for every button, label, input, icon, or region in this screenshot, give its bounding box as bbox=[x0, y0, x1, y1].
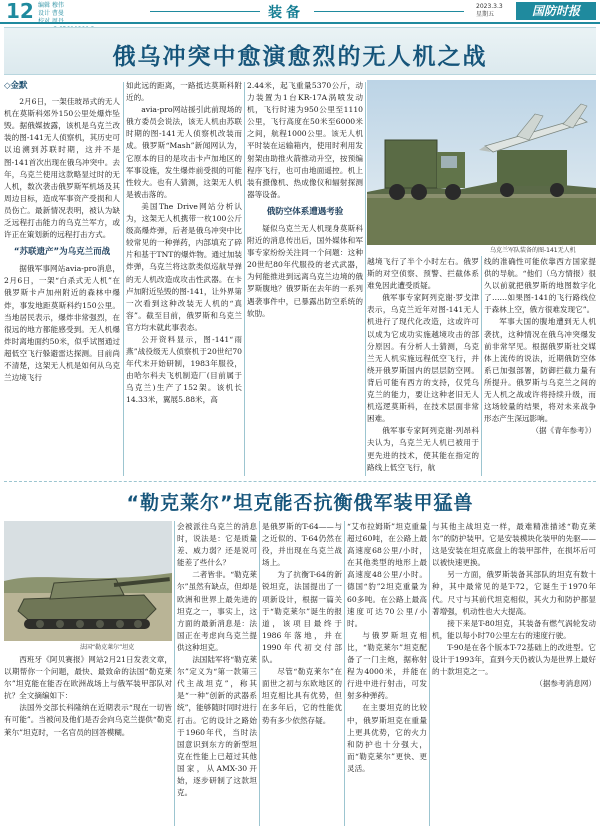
paragraph: avia-pro网站援引此前现场的俄方委员会说法，该无人机由苏联时期的图-141无人侦察机改装而成。俄罗斯“Mash”新闻网认为，它原本的目的是攻击卡卢加地区的军事设施，发生爆炸前受损的可能性较大。也有人猜测，这架无人机是被击落的。 bbox=[126, 105, 242, 199]
paragraph: 俄军事专家阿列克谢·罗戈津表示，乌克兰近年对图-141无人机进行了现代化改造，这或许可以成为它成功实施越境攻击的部分原因。有分析人士猜测，乌克兰无人机实施远程低空飞行，并绕开俄罗斯国内的层层防空网。背后可能有西方的支持，仅凭乌克兰的能力，要让这种老旧无人机巡逻莫斯科，在技术层面非常困难。 bbox=[367, 293, 479, 424]
subheading: “苏联遗产”为乌克兰而战 bbox=[13, 247, 111, 258]
paragraph: 在主要坦克的比较中，俄罗斯坦克在重量上更具优势，它的火力和防护也十分强大，而“勒克莱尔”更快、更灵活。 bbox=[347, 703, 427, 773]
editor-line: 设计 曹曼 bbox=[38, 10, 64, 17]
article1-column-1 bbox=[4, 80, 120, 478]
paragraph: 与其他主战坦克一样，最难精准描述“勒克莱尔”的防护装甲。它是安装模块化装甲的先驱——这是安装在坦克底盘上的装甲部件，在损坏后可以被快速更换。 bbox=[432, 522, 596, 568]
byline: ◇金默 bbox=[4, 81, 28, 91]
subheading: 俄防空体系遭遇考验 bbox=[266, 206, 344, 217]
paragraph: 与俄罗斯坦克相比，“勒克莱尔”坦克配备了一门主炮，据称射程为4000米，并能在行进中进行射击，可发射多种弹药。 bbox=[347, 630, 427, 701]
divider bbox=[314, 11, 464, 12]
paragraph: 法国陆军将“勒克莱尔”定义为“第一款第三代主战坦克”，称其是“一种”创新的武器系统”，能够随时同时进行打击。它的设计之路始于1960年代，当时法国意识到东方的新型坦克在性能上已超过其他国家，从AMX-30开始，逐步研制了这款坦克。 bbox=[177, 655, 257, 798]
photo-caption: 乌克兰军队装备的图-141无人机 bbox=[490, 247, 576, 254]
divider bbox=[150, 11, 260, 12]
column-rule bbox=[259, 521, 260, 826]
column-rule bbox=[481, 256, 482, 476]
column-rule bbox=[344, 521, 345, 826]
paragraph: 2.44米，起飞重量5370公斤，动力装置为1台KR-17A涡喷发动机，飞行时速为950公里至1110公里，飞行高度在50米至6000米之间，航程1000公里。该无人机平时装在运输箱内，使用时利用发射架由助推火箭推动升空，按预编程序飞行，也可由地面遥控。机上装有摄像机、热成像仪和辐射探测器等设备。 bbox=[247, 81, 363, 199]
article1-column-4 bbox=[367, 256, 479, 478]
column-rule bbox=[429, 521, 430, 826]
paragraph: T-90是在各个版本T-72基础上的改进型。它设计于1993年，直到今天仍被认为是世界上最好的十款坦克之一。 bbox=[432, 642, 596, 677]
paragraph: 二者皆非。“勒克莱尔”虽然有缺点，但却是欧洲和世界上最先进的坦克之一，事实上，这方面的最新消息是：法国正在考虑向乌克兰提供这种坦克。 bbox=[177, 570, 257, 652]
editor-line: 编辑 穆伟 bbox=[38, 2, 64, 9]
paragraph: 美国The Drive网站分析认为，这架无人机携带一枚100公斤级高爆炸弹，后者是俄乌冲突中比较常见的一种弹药，内部填充了碎片和基于TNT的爆炸物。通过加装炸弹，乌克兰将这款类似巡航导弹的无人机改造成攻击性武器。在卡卢加附近坠毁的图-141，让外界第一次看到这种改装无人机的“真容”。截至目前，俄罗斯和乌克兰官方均未就此事表态。 bbox=[126, 201, 242, 332]
column-rule bbox=[123, 82, 124, 476]
paragraph: 越境飞行了半个小时左右。俄罗斯的对空侦察、预警、拦截体系难免因此遭受质疑。 bbox=[367, 257, 479, 291]
paragraph: 线的准确性可能依靠西方国家提供的导航。“他们（乌方情报）很久以前就把俄罗斯的地图数字化了……如果图-141的飞行路线位于森林上空，俄方很难发现它”。 bbox=[484, 257, 596, 315]
article1-headline-band bbox=[4, 27, 596, 75]
column-rule bbox=[174, 521, 175, 826]
article2-title: “勒克莱尔”坦克能否抗衡俄军装甲猛兽 bbox=[126, 492, 474, 514]
article2-column-4 bbox=[347, 521, 427, 826]
source-note: （据参考消息网） bbox=[535, 679, 596, 689]
article2-column-2 bbox=[177, 521, 257, 826]
source-note: （据《青年参考》） bbox=[531, 426, 596, 436]
paragraph: 西班牙《阿贝赛报》网站2月21日发表文章，以期帮你一个问题，最快、最致命的法国“勒克莱尔”坦克能在能否在欧洲战场上与俄军装甲部队对抗？全文摘编如下： bbox=[4, 655, 172, 701]
article1-column-2 bbox=[126, 80, 242, 478]
article2-headline-band bbox=[4, 481, 596, 517]
drone-photo bbox=[367, 80, 596, 245]
issue-date bbox=[476, 3, 503, 19]
photo-caption: 法国“勒克莱尔”坦克 bbox=[80, 644, 135, 651]
article1-column-3 bbox=[247, 80, 363, 478]
article2-column-3 bbox=[262, 521, 342, 826]
paragraph: 俄军事专家阿列克谢·列昂科夫认为，乌克兰无人机已被用于更先进的技术，使其能在指定的路线上低空飞行，航 bbox=[367, 426, 479, 472]
paragraph: 据俄军事网站avia-pro消息，2月6日，一架“白杀式无人机”在俄罗斯卡卢加州附近的森林中爆炸，事发地距莫斯科约150公里。当地居民表示，爆炸非常强烈，在很远的地方都能感受到。无人机爆炸时离地面约50米，似乎试图通过超低空飞行躲避雷达探测。目前尚不清楚，这架无人机是如何从乌克兰边境飞行 bbox=[4, 264, 120, 383]
newspaper-logo: 国防时报 bbox=[516, 2, 596, 20]
paragraph: 尽管“勒克莱尔”在面世之初与东欧地区的坦克相比具有优势，但在多年后，它的性能优势有多少依然存疑。 bbox=[262, 667, 342, 725]
paragraph: “艾布拉姆斯”坦克重量超过60吨，在公路上最高速度68公里/小时，在其他类型的地形上最高速度48公里/小时。德国“豹”2坦克重量为60多吨。在公路上最高速度可达70公里/小时。 bbox=[347, 522, 427, 628]
column-rule bbox=[365, 82, 366, 476]
article1-column-5 bbox=[484, 256, 596, 478]
page-header bbox=[0, 0, 600, 24]
article2-column-5 bbox=[432, 521, 596, 826]
paragraph: 接下来是T-80坦克，其装备有燃气涡轮发动机，能以每小时70公里左右的速度行驶。 bbox=[432, 618, 596, 640]
drone-launcher-image bbox=[367, 80, 596, 245]
paragraph: 公开资料显示，图-141“雨燕”战役级无人侦察机于20世纪70年代末开始研制，1983年服役，由哈尔科夫飞机制造厂(目前属于乌克兰)生产了152架。该机长14.33米，翼展5.88米，高 bbox=[126, 334, 242, 405]
column-rule bbox=[244, 82, 245, 476]
tank-photo bbox=[4, 521, 172, 641]
editor-line: 校对 周丹 bbox=[38, 18, 64, 25]
section-title: 装备 bbox=[268, 5, 304, 21]
date-line: 2023.3.3 bbox=[476, 3, 503, 10]
article2-column-1 bbox=[4, 654, 172, 826]
paragraph: 为了抗衡T-64的新锐坦克，法国提出了一项新设计，根据一篇关于“勒克莱尔”诞生的报道，该项目最终于1986年落地，并在1990年代初交付部队。 bbox=[262, 570, 342, 665]
tank-image bbox=[4, 521, 172, 641]
paragraph: 军事大国的腹地遭到无人机袭扰，这种情况在俄乌冲突爆发前非常罕见。根据俄罗斯社交媒体上流传的说法，近期俄防空体系已加强部署，防御拦截力量有所提升。俄罗斯与乌克兰之间的无人机之战或许将持续升级，而这场较量的结果，将对未来战争形态产生深远影响。 bbox=[484, 317, 596, 424]
paragraph: 如此远的距离，一路抵达莫斯科附近的。 bbox=[126, 81, 242, 103]
paragraph: 2月6日，一架佳玻昂式的无人机在莫斯科郊外150公里处爆炸坠毁。据俄媒披露，该机是乌克兰改装的图-141无人侦察机，其历史可以追溯到苏联时期，这并不是图-141首次出现在俄乌冲突中。去年，乌克兰使用这款略显过时的无人机，数次袭击俄罗斯军机场及其周边目标，造成军事资产受损和人员伤亡。最新情况表明，被认为缺乏远程打击能力的乌克兰军方，或许正在策划新的远程打击方式。 bbox=[4, 97, 120, 240]
paragraph: 会被派往乌克兰的消息时，说法是：它是质量差、威力弱？还是说可能差了些什么？ bbox=[177, 522, 257, 568]
paragraph: 法国外交部长科隆纳在近期表示“现在一切皆有可能”。当被问及他们是否会向乌克兰提供“勒克莱尔”坦克时，一名官员的回答模糊。 bbox=[4, 703, 172, 737]
paragraph: 是俄罗斯的T-64——与之近似的、T-64仍然在役，并出现在乌克兰战场上。 bbox=[262, 522, 342, 568]
weekday-line: 星期五 bbox=[476, 11, 495, 18]
article1-title: 俄乌冲突中愈演愈烈的无人机之战 bbox=[112, 44, 488, 70]
page-number: 12 bbox=[6, 0, 34, 23]
paragraph: 另一方面，俄罗斯装备其部队的坦克有数十种，其中最常见的是T-72，它诞生于1970年代。尺寸与其前代坦克相似，其火力和防护都显著增强，机动性也大大提高。 bbox=[432, 570, 596, 616]
paragraph: 疑似乌克兰无人机现身莫斯科附近的消息传出后，国外媒体和军事专家纷纷关注同一个问题：这种20世纪80年代服役的老式武器，为何能推进到远离乌克兰边境的俄罗斯腹地？俄罗斯在去年的一系列遇袭事件中，已暴露出防空系统的软肋。 bbox=[247, 223, 363, 318]
